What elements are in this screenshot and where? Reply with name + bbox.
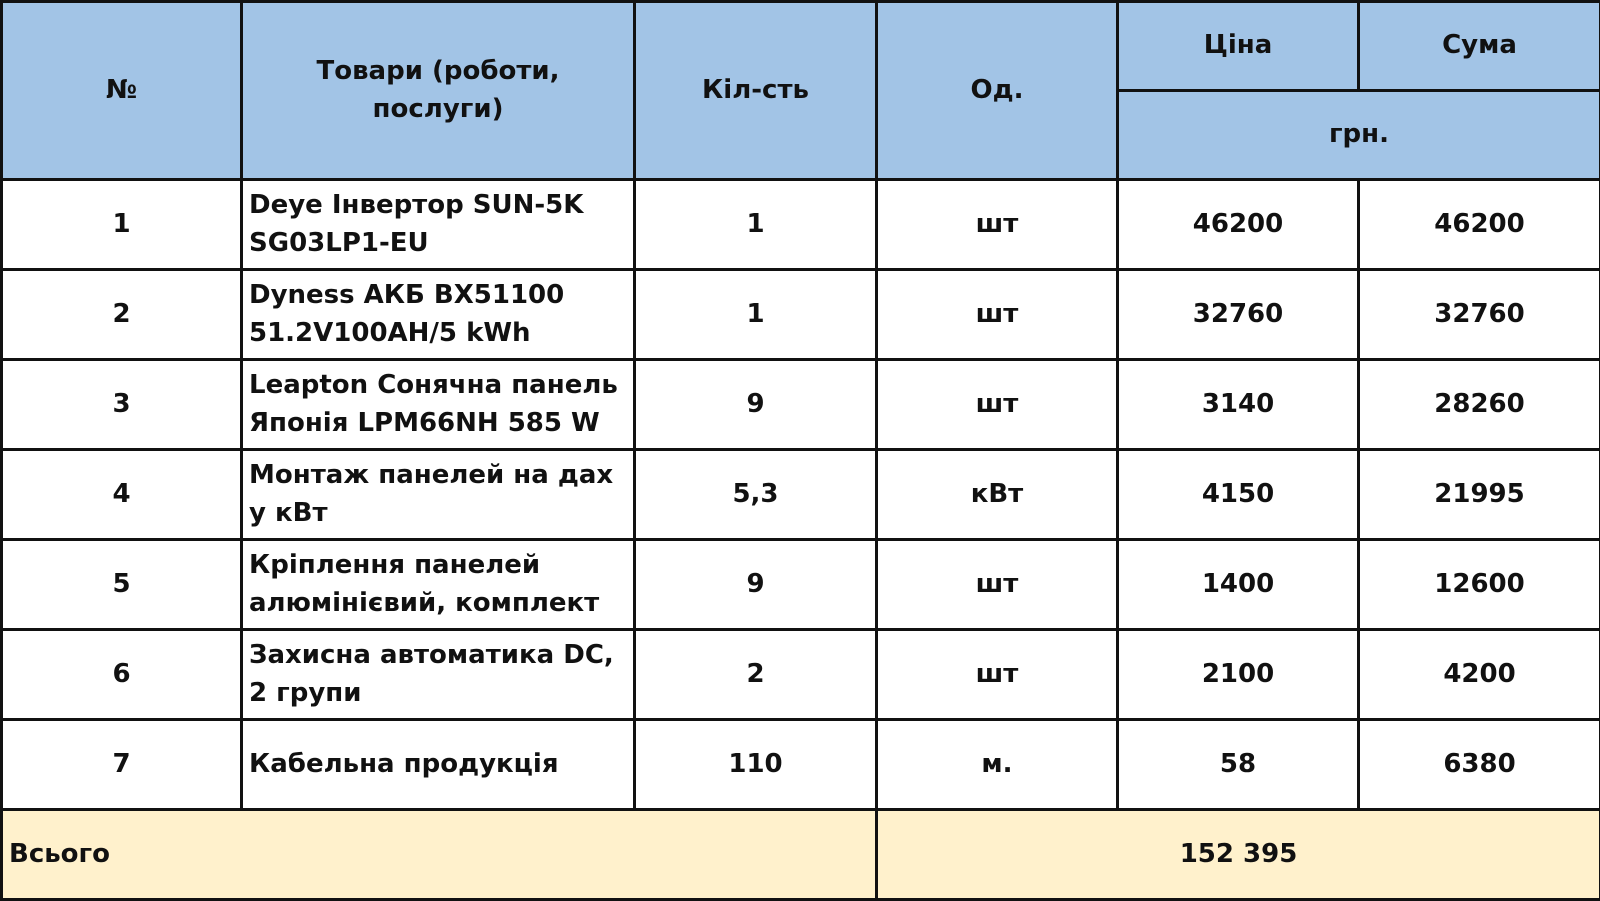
- row-sum: 32760: [1359, 270, 1600, 360]
- header-row: [2, 2, 1600, 91]
- table-row: [2, 540, 1600, 630]
- table-row: [2, 630, 1600, 720]
- row-price: 58: [1118, 720, 1359, 810]
- row-name: Кабельна продукція: [242, 720, 635, 810]
- row-name: Кріплення панелей алюмінієвий, комплект: [242, 540, 635, 630]
- table-row: [2, 270, 1600, 360]
- row-name: Монтаж панелей на дах у кВт: [242, 450, 635, 540]
- row-name: Захисна автоматика DC, 2 групи: [242, 630, 635, 720]
- row-price: 32760: [1118, 270, 1359, 360]
- row-unit: кВт: [877, 450, 1118, 540]
- header-sum: Сума: [1359, 2, 1600, 91]
- row-unit: шт: [877, 270, 1118, 360]
- row-sum: 21995: [1359, 450, 1600, 540]
- table-row: [2, 450, 1600, 540]
- row-price: 2100: [1118, 630, 1359, 720]
- row-quantity: 9: [635, 360, 877, 450]
- row-number: 2: [2, 270, 242, 360]
- row-quantity: 110: [635, 720, 877, 810]
- row-name: Deye Інвертор SUN-5K SG03LP1-EU: [242, 180, 635, 270]
- row-number: 4: [2, 450, 242, 540]
- row-sum: 28260: [1359, 360, 1600, 450]
- row-number: 5: [2, 540, 242, 630]
- row-quantity: 1: [635, 270, 877, 360]
- row-sum: 4200: [1359, 630, 1600, 720]
- row-price: 3140: [1118, 360, 1359, 450]
- row-quantity: 5,3: [635, 450, 877, 540]
- header-currency: грн.: [1118, 91, 1600, 180]
- total-value: 152 395: [877, 810, 1600, 900]
- row-unit: шт: [877, 180, 1118, 270]
- table-row: [2, 180, 1600, 270]
- row-quantity: 1: [635, 180, 877, 270]
- row-number: 1: [2, 180, 242, 270]
- row-quantity: 2: [635, 630, 877, 720]
- row-unit: шт: [877, 540, 1118, 630]
- header-goods: Товари (роботи, послуги): [242, 2, 635, 180]
- row-name: Leapton Сонячна панель Японія LPM66NH 585 W: [242, 360, 635, 450]
- header-price: Ціна: [1118, 2, 1359, 91]
- table-row: [2, 360, 1600, 450]
- row-name: Dyness АКБ BX51100 51.2V100AH/5 kWh: [242, 270, 635, 360]
- header-unit: Од.: [877, 2, 1118, 180]
- row-unit: шт: [877, 360, 1118, 450]
- row-price: 1400: [1118, 540, 1359, 630]
- row-unit: шт: [877, 630, 1118, 720]
- row-price: 46200: [1118, 180, 1359, 270]
- table-row: [2, 720, 1600, 810]
- row-sum: 12600: [1359, 540, 1600, 630]
- row-number: 3: [2, 360, 242, 450]
- total-label: Всього: [2, 810, 877, 900]
- row-number: 7: [2, 720, 242, 810]
- header-number: №: [2, 2, 242, 180]
- row-number: 6: [2, 630, 242, 720]
- row-unit: м.: [877, 720, 1118, 810]
- row-sum: 6380: [1359, 720, 1600, 810]
- row-quantity: 9: [635, 540, 877, 630]
- header-quantity: Кіл-сть: [635, 2, 877, 180]
- row-sum: 46200: [1359, 180, 1600, 270]
- total-row: [2, 810, 1600, 900]
- row-price: 4150: [1118, 450, 1359, 540]
